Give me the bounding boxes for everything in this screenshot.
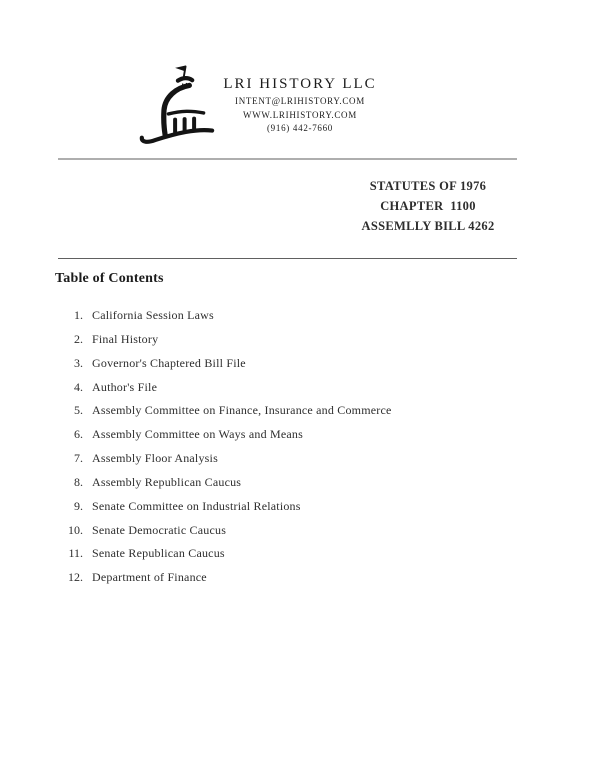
contact-email: INTENT@LRIHISTORY.COM [235, 96, 365, 106]
toc-item [50, 519, 530, 543]
toc-item-number: 9. [74, 498, 83, 513]
bill-reference-block [298, 176, 558, 236]
toc-item-number: 1. [74, 308, 83, 322]
toc-item-label: Assembly Committee on Finance, Insurance and Commerce [92, 403, 392, 418]
toc-item-label: Author's File [92, 379, 158, 394]
toc-item-label: Assembly Committee on Ways and Means [92, 427, 303, 442]
toc-item-label: Governor's Chaptered Bill File [92, 355, 246, 370]
letterhead [0, 75, 600, 136]
toc-item-label: Senate Committee on Industrial Relations [92, 498, 301, 513]
toc-item [50, 328, 530, 352]
toc-item [50, 471, 530, 495]
toc-item-label: Assembly Floor Analysis [92, 451, 218, 466]
contact-block [0, 95, 600, 136]
contact-phone: (916) 442-7660 [266, 123, 334, 133]
company-name: LRI HISTORY LLC [223, 76, 377, 92]
toc-item-number: 7. [74, 451, 83, 466]
toc-item-number: 4. [74, 379, 83, 394]
toc-item [50, 566, 530, 590]
toc-item-number: 10. [68, 522, 83, 537]
toc-item-label: Senate Republican Caucus [92, 546, 225, 561]
toc-item [50, 542, 530, 566]
toc-item-label: Department of Finance [92, 570, 207, 585]
toc-item [50, 376, 530, 400]
toc-item-label: California Session Laws [92, 308, 214, 322]
toc-item-number: 8. [74, 474, 83, 489]
toc-item-label: Final History [92, 331, 159, 346]
toc-item-number: 11. [68, 546, 83, 561]
chapter-line: CHAPTER 1100 [380, 199, 476, 213]
toc-item-number: 6. [74, 427, 83, 442]
toc-item [50, 352, 530, 376]
toc-item-label: Assembly Republican Caucus [92, 474, 242, 489]
toc-item [50, 447, 530, 471]
divider-top [58, 158, 517, 160]
divider-middle [58, 258, 517, 259]
toc-item [50, 423, 530, 447]
bill-line: ASSEMLLY BILL 4262 [361, 219, 495, 233]
toc-list [50, 304, 530, 590]
contact-website: WWW.LRIHISTORY.COM [243, 109, 357, 120]
toc-item [50, 399, 530, 423]
toc-item-label: Senate Democratic Caucus [92, 522, 227, 537]
toc-item-number: 12. [68, 570, 83, 585]
statutes-line: STATUTES OF 1976 [369, 179, 487, 193]
toc-item [50, 495, 530, 519]
toc-item-number: 3. [74, 355, 83, 370]
toc-item [50, 304, 530, 328]
toc-item-number: 5. [74, 403, 83, 418]
toc-title: Table of Contents [55, 271, 164, 286]
toc-item-number: 2. [74, 331, 83, 346]
